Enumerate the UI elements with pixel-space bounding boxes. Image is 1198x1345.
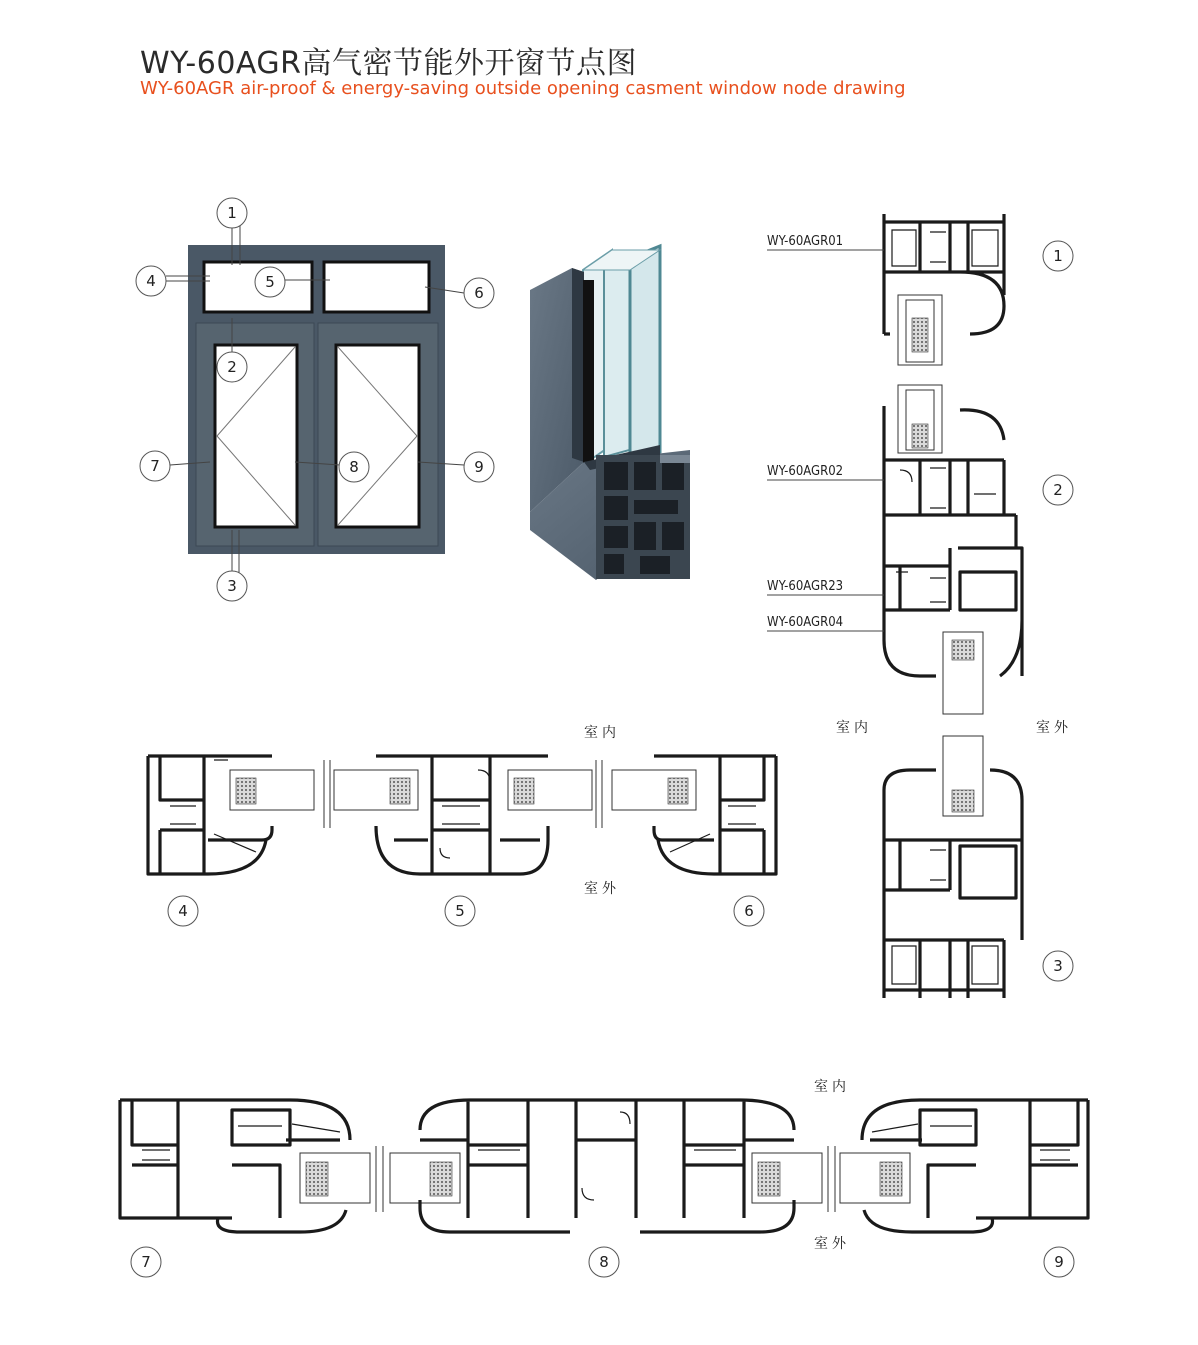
svg-text:8: 8 — [599, 1253, 609, 1271]
page-subtitle: WY-60AGR air-proof & energy-saving outside opening casment window node drawing — [140, 78, 906, 99]
svg-text:4: 4 — [178, 902, 188, 920]
bottom-section-indoor-label: 室内 — [814, 1079, 850, 1095]
svg-text:7: 7 — [141, 1253, 151, 1271]
top-section-indoor-label: 室内 — [584, 725, 620, 741]
window-elevation — [188, 245, 445, 554]
top-section-callout-6 — [734, 896, 764, 926]
vertical-callout-1 — [1043, 241, 1073, 271]
profile-code-01: WY-60AGR01 — [767, 234, 844, 249]
bottom-section-callout-9 — [1044, 1247, 1074, 1277]
window-callout-6 — [464, 278, 494, 308]
horizontal-section-bottom — [120, 1100, 1088, 1232]
svg-text:1: 1 — [1053, 247, 1063, 265]
window-callout-4 — [136, 266, 166, 296]
window-callout-3 — [217, 571, 247, 601]
vertical-callout-2 — [1043, 475, 1073, 505]
svg-text:5: 5 — [455, 902, 465, 920]
profile-end-cut — [596, 455, 690, 579]
svg-text:5: 5 — [265, 273, 275, 291]
svg-text:2: 2 — [1053, 481, 1063, 499]
profile-code-labels — [767, 234, 884, 631]
profile-code-04: WY-60AGR04 — [767, 615, 844, 630]
window-callout-9 — [464, 452, 494, 482]
svg-text:9: 9 — [1054, 1253, 1064, 1271]
svg-text:6: 6 — [474, 284, 484, 302]
horizontal-section-top — [148, 756, 776, 874]
window-callout-1 — [217, 198, 247, 228]
top-section-callout-4 — [168, 896, 198, 926]
svg-text:7: 7 — [150, 457, 160, 475]
top-section-callout-5 — [445, 896, 475, 926]
svg-text:8: 8 — [349, 458, 359, 476]
svg-text:1: 1 — [227, 204, 237, 222]
corner-section-3d — [530, 246, 690, 580]
vertical-section — [884, 214, 1022, 998]
page-title: WY-60AGR高气密节能外开窗节点图 — [140, 46, 638, 81]
vertical-callout-3 — [1043, 951, 1073, 981]
svg-text:4: 4 — [146, 272, 156, 290]
svg-text:9: 9 — [474, 458, 484, 476]
vertical-outdoor-label: 室外 — [1036, 720, 1072, 736]
profile-code-02: WY-60AGR02 — [767, 464, 844, 479]
top-section-outdoor-label: 室外 — [584, 881, 620, 897]
window-callout-2 — [217, 352, 247, 382]
window-callout-8 — [339, 452, 369, 482]
svg-text:6: 6 — [744, 902, 754, 920]
bottom-section-callout-8 — [589, 1247, 619, 1277]
svg-text:2: 2 — [227, 358, 237, 376]
bottom-section-callout-7 — [131, 1247, 161, 1277]
bottom-section-outdoor-label: 室外 — [814, 1236, 850, 1252]
svg-text:3: 3 — [1053, 957, 1063, 975]
svg-text:3: 3 — [227, 577, 237, 595]
profile-code-23: WY-60AGR23 — [767, 579, 844, 594]
vertical-indoor-label: 室内 — [836, 720, 872, 736]
window-callout-7 — [140, 451, 170, 481]
window-callout-5 — [255, 267, 285, 297]
